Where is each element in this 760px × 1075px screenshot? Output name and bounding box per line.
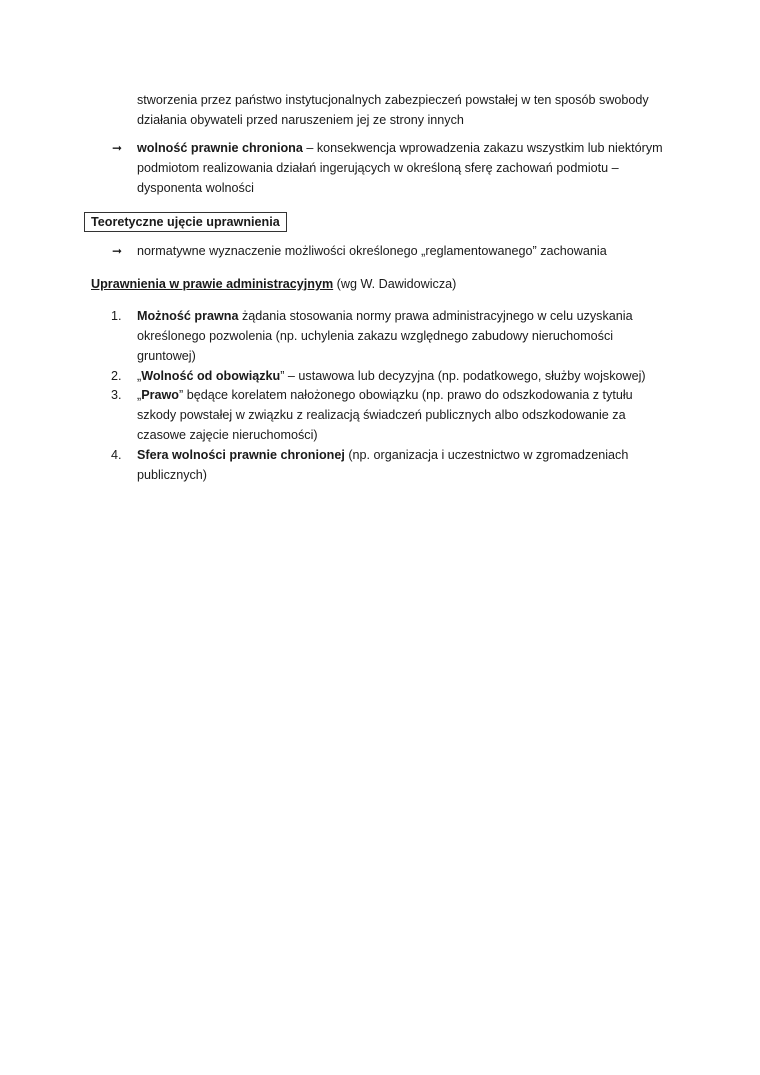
bullet-line (137, 138, 663, 158)
bold-term: Prawo (141, 388, 179, 402)
bullet-line: podmiotom realizowania działań ingerujących w określoną sferę zachowań podmiotu – (137, 161, 619, 175)
list-item-text: ” – ustawowa lub decyzyjna (np. podatkowego, służby wojskowej) (280, 369, 646, 383)
list-item-line: gruntowej) (137, 349, 196, 363)
list-item-text: żądania stosowania normy prawa administracyjnego w celu uzyskania (238, 309, 633, 323)
arrow-bullet-icon: ➞ (112, 244, 123, 258)
arrow-bullet-icon: ➞ (112, 141, 123, 155)
quote-mark: „ (137, 388, 142, 402)
heading-note: (wg W. Dawidowicza) (333, 277, 457, 291)
bold-term: Sfera wolności prawnie chronionej (137, 448, 345, 462)
quote-mark: „ (137, 369, 142, 383)
bold-term: wolność prawnie chroniona (137, 141, 303, 155)
list-number: 4. (111, 448, 122, 462)
bullet-line: normatywne wyznaczenie możliwości określonego „reglamentowanego” zachowania (137, 244, 607, 258)
list-item-line: publicznych) (137, 468, 207, 482)
paragraph-line: działania obywateli przed naruszeniem jej ze strony innych (137, 113, 464, 127)
bullet-line: dysponenta wolności (137, 181, 254, 195)
list-item-line (137, 366, 646, 386)
list-item-line (137, 445, 628, 465)
paragraph-line: stworzenia przez państwo instytucjonalnych zabezpieczeń powstałej w ten sposób swobody (137, 93, 649, 107)
bold-term: Wolność od obowiązku (141, 369, 281, 383)
list-number: 2. (111, 369, 122, 383)
section-heading (91, 274, 456, 294)
list-item-line (137, 385, 633, 405)
bullet-text: – konsekwencja wprowadzenia zakazu wszystkim lub niektórym (302, 141, 663, 155)
list-item-line: czasowe zajęcie nieruchomości) (137, 428, 318, 442)
section-heading-boxed: Teoretyczne ujęcie uprawnienia (84, 212, 287, 232)
list-item-line: szkody powstałej w związku z realizacją świadczeń publicznych albo odszkodowanie za (137, 408, 626, 422)
list-item-text: (np. organizacja i uczestnictwo w zgromadzeniach (344, 448, 629, 462)
list-number: 1. (111, 309, 122, 323)
bold-term: Możność prawna (137, 309, 239, 323)
list-item-line (137, 306, 633, 326)
list-item-line: określonego pozwolenia (np. uchylenia zakazu względnego zabudowy nieruchomości (137, 329, 614, 343)
heading-title: Uprawnienia w prawie administracyjnym (91, 277, 334, 291)
list-item-text: ” będące korelatem nałożonego obowiązku (np. prawo do odszkodowania z tytułu (179, 388, 633, 402)
list-number: 3. (111, 388, 122, 402)
